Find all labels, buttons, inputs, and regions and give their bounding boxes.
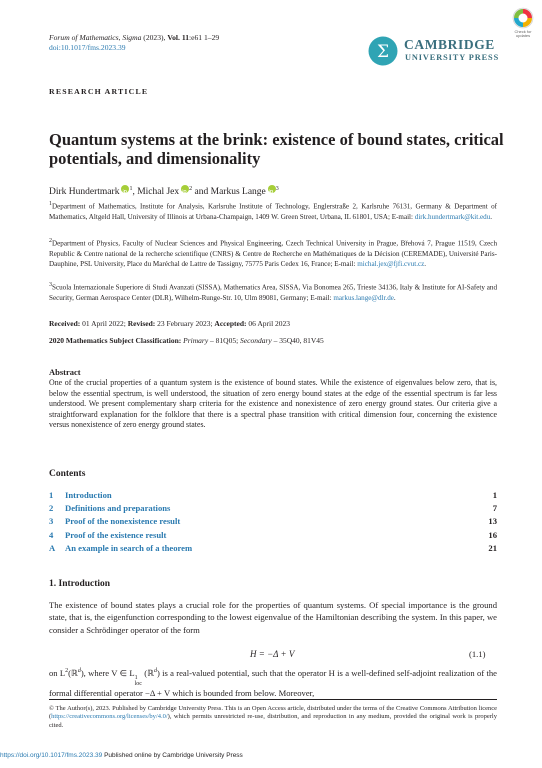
- publisher-name: CAMBRIDGE: [404, 37, 495, 52]
- article-dates: [49, 319, 290, 328]
- email-link[interactable]: dirk.hundertmark@kit.edu: [414, 212, 491, 221]
- cambridge-logo-icon: [368, 36, 398, 66]
- lloc-script: [135, 675, 142, 687]
- affiliation-mark: 1: [49, 201, 52, 207]
- publisher-subname: UNIVERSITY PRESS: [405, 53, 500, 62]
- affiliation-text: Department of Physics, Faculty of Nuclear Sciences and Physical Engineering, Czech Technical University in Prague, Břehová 7, Prague 11519, Czech Republic & Centre national de la recherche scientifique (CNRS) & Centre de Recherche en Mathématiques de la Décision (CEREMADE), Université Paris-Dauphine, PSL University, Place du Maréchal de Lattre de Tassigny, 75775 Paris Cedex 16, France; E-mail:: [49, 239, 497, 268]
- msc-primary-label: Primary: [181, 336, 209, 345]
- intro-paragraph-1: The existence of bound states plays a crucial role for the properties of quantum systems. Of special importance is the ground state, that is, the eigenfunction corresponding to the lowest eigenvalue of the Hamiltonian describing the system. In this paper, we consider a Schrödinger operator of the form: [49, 600, 497, 635]
- email-link[interactable]: michal.jex@fjfi.cvut.cz: [357, 259, 425, 268]
- toc-number: A: [49, 542, 56, 553]
- text-run: (ℝ: [141, 667, 154, 678]
- affiliation-mark: 3: [49, 282, 52, 288]
- journal-year: (2023),: [143, 33, 168, 42]
- toc-number: 4: [49, 529, 54, 540]
- subscript: loc: [134, 680, 142, 687]
- affiliation-3: [49, 280, 497, 303]
- msc-secondary: – 35Q40, 81V45: [271, 336, 324, 345]
- table-of-contents: [49, 488, 497, 554]
- msc-label: 2020 Mathematics Subject Classification:: [49, 336, 182, 345]
- article-type: RESEARCH ARTICLE: [49, 87, 149, 96]
- msc-primary: – 81Q05;: [208, 336, 241, 345]
- toc-entry[interactable]: [49, 488, 497, 501]
- text-run: on L: [49, 667, 66, 678]
- toc-entry[interactable]: [49, 541, 497, 554]
- published-online-text: Published online by Cambridge University Press: [102, 752, 243, 759]
- superscript-2: 2: [65, 668, 69, 674]
- toc-number: 2: [49, 502, 54, 513]
- author-name[interactable]: Michal Jex: [137, 187, 180, 198]
- orcid-icon[interactable]: [181, 185, 189, 193]
- text-run: ), where V ∈ L: [80, 667, 135, 678]
- affiliation-end: .: [424, 259, 427, 268]
- bottom-publication-bar: [0, 752, 243, 759]
- revised-label: Revised:: [127, 319, 156, 328]
- intro-paragraph-2: [49, 665, 497, 699]
- affiliation-end: .: [490, 212, 493, 221]
- toc-number: 1: [49, 489, 54, 500]
- orcid-icon[interactable]: [268, 185, 276, 193]
- received-label: Received:: [49, 319, 81, 328]
- revised-date: 23 February 2023;: [155, 319, 215, 328]
- section-heading-introduction: 1. Introduction: [49, 579, 111, 589]
- license-text: © The Author(s), 2023. Published by Cambridge University Press. This is an Open Access article, distributed under the terms of the Creative Commons Attribution licence (: [49, 705, 497, 721]
- crossmark-label: Check for updates: [514, 29, 532, 39]
- equation-1-1: H = −Δ + V: [250, 649, 295, 659]
- received-date: 01 April 2022;: [80, 319, 128, 328]
- toc-page: 13: [488, 516, 497, 527]
- text-run: ) is a real-valued potential, such that the operator H is a well-defined self-adjoint realization of the formal differential operator −Δ + V which is bounded from below. Moreover,: [49, 667, 497, 698]
- superscript: d: [153, 668, 157, 674]
- footnote-rule: [49, 699, 497, 700]
- toc-title: An example in search of a theorem: [65, 542, 193, 553]
- check-for-updates-badge[interactable]: [510, 6, 536, 38]
- author-name[interactable]: Markus Lange: [210, 187, 266, 198]
- author-affiliation-mark: 1: [129, 186, 133, 192]
- journal-citation: [49, 33, 219, 43]
- toc-title: Introduction: [65, 489, 112, 500]
- contents-heading: Contents: [49, 469, 86, 479]
- author-separator: ,: [132, 187, 138, 198]
- toc-title: Definitions and preparations: [65, 502, 171, 513]
- doi-bottom-link[interactable]: https://doi.org/10.1017/fms.2023.39: [0, 752, 103, 759]
- journal-pages: :e61 1–29: [189, 33, 220, 42]
- journal-volume: Vol. 11: [167, 33, 190, 42]
- superscript: 1: [134, 674, 138, 681]
- author-name[interactable]: Dirk Hundertmark: [49, 187, 120, 198]
- toc-page: 16: [488, 529, 497, 540]
- toc-page: 21: [488, 542, 497, 553]
- affiliation-end: .: [393, 293, 396, 302]
- abstract-text: One of the crucial properties of a quantum system is the existence of bound states. While the existence of eigenvalues below zero, that is, below the essential spectrum, is well understood, the situation of zero energy bound states at the edge of the essential spectrum is far less understood. We present complementary sharp criteria for the existence and nonexistence of zero energy ground states. Our criteria give a straightforward explanation for the folklore that there is a spectral phase transition with critical dimension four, concerning the existence versus nonexistence of zero energy ground states.: [49, 378, 497, 430]
- author-list: [49, 183, 279, 198]
- author-affiliation-mark: 2: [189, 186, 193, 192]
- email-link[interactable]: markus.lange@dlr.de: [333, 293, 394, 302]
- journal-name: Forum of Mathematics, Sigma: [49, 33, 142, 42]
- toc-number: 3: [49, 516, 54, 527]
- affiliation-mark: 2: [49, 238, 52, 244]
- svg-text:Σ: Σ: [376, 42, 390, 62]
- toc-page: 1: [492, 489, 497, 500]
- author-separator: and: [192, 187, 211, 198]
- toc-entry[interactable]: [49, 515, 497, 528]
- affiliation-1: [49, 199, 497, 222]
- license-footnote: [49, 705, 497, 730]
- toc-entry[interactable]: [49, 528, 497, 541]
- msc-secondary-label: Secondary: [240, 336, 272, 345]
- toc-entry[interactable]: [49, 501, 497, 514]
- accepted-label: Accepted:: [214, 319, 247, 328]
- license-text-end: ), which permits unrestricted re-use, distribution, and reproduction in any medium, provided the original work is properly cited.: [49, 713, 497, 729]
- toc-title: Proof of the existence result: [65, 529, 167, 540]
- toc-title: Proof of the nonexistence result: [65, 516, 181, 527]
- superscript: d: [77, 668, 81, 674]
- license-link[interactable]: https://creativecommons.org/licenses/by/4.0/: [51, 713, 168, 721]
- equation-number: (1.1): [469, 649, 486, 659]
- paper-title: Quantum systems at the brink: existence of bound states, critical potentials, and dimensionality: [49, 130, 504, 168]
- accepted-date: 06 April 2023: [246, 319, 291, 328]
- affiliation-2: [49, 236, 497, 269]
- affiliation-text: Department of Mathematics, Institute for Analysis, Karlsruhe Institute of Technology, Englerstraße 2, Karlsruhe 76131, Germany & Department of Mathematics, Altgeld Hall, University of Illinois at Urbana-Champaign, 1409 W. Green Street, Urbana, IL 61801, USA; E-mail:: [49, 202, 497, 221]
- author-affiliation-mark: 3: [275, 186, 279, 192]
- affiliation-text: Scuola Internazionale Superiore di Studi Avanzati (SISSA), Mathematics Area, SISSA, Via Bonomea 265, Trieste 34136, Italy & Institute for AI-Safety and Security, German Aerospace Center (DLR), Wilhelm-Runge-Str. 10, Ulm 89081, Germany; E-mail:: [49, 283, 497, 302]
- text-run: (ℝ: [68, 667, 78, 678]
- subject-classification: [49, 336, 324, 345]
- toc-page: 7: [492, 502, 497, 513]
- abstract-heading: Abstract: [49, 367, 81, 377]
- doi-link[interactable]: doi:10.1017/fms.2023.39: [49, 43, 126, 52]
